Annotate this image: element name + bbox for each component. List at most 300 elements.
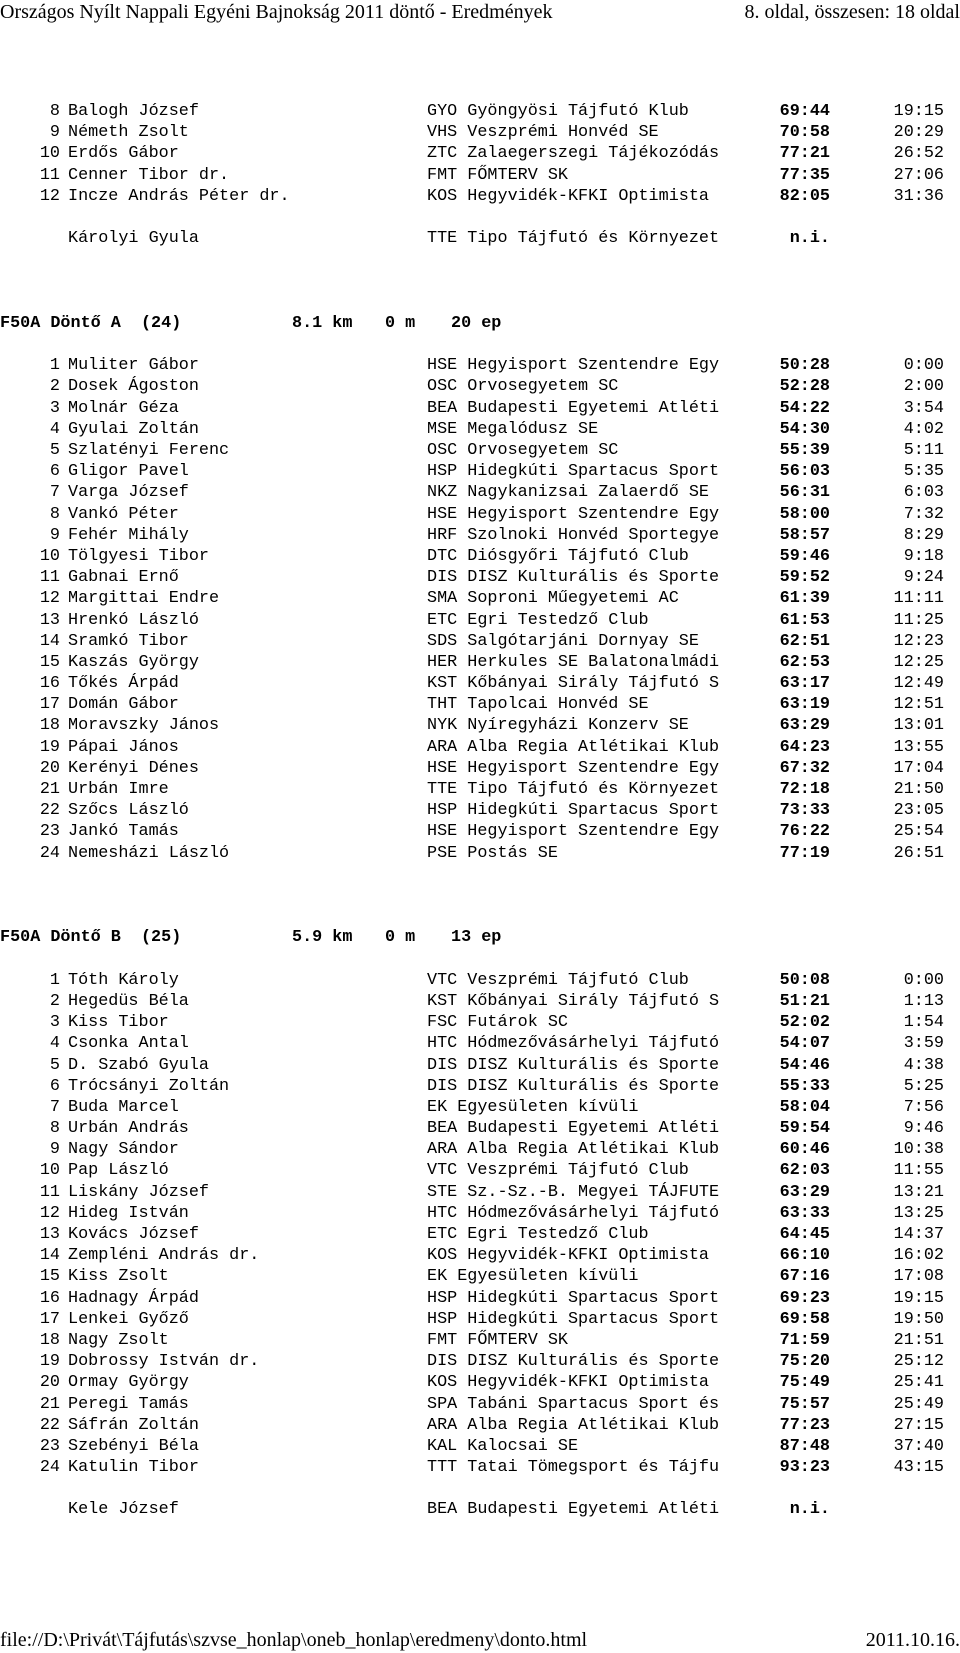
time-behind: 5:11 <box>903 441 944 461</box>
club-name: FMT FŐMTERV SK <box>427 1330 568 1350</box>
finish-time: 59:52 <box>779 568 830 588</box>
time-behind: 5:35 <box>903 462 944 482</box>
competitor-name: Hrenkó László <box>68 610 199 630</box>
rank-cell: 15 <box>39 652 60 672</box>
rank-cell: 11 <box>39 568 60 588</box>
club-name: ETC Egri Testedző Club <box>427 1225 649 1244</box>
finish-time: 51:21 <box>779 991 830 1011</box>
time-behind: 9:24 <box>903 568 944 588</box>
finish-time: 54:46 <box>779 1055 830 1075</box>
finish-time: 54:22 <box>779 398 830 418</box>
time-behind: 13:01 <box>893 716 944 736</box>
result-row <box>0 1457 960 1478</box>
finish-time: 93:23 <box>779 1458 830 1478</box>
competitor-name: Pápai János <box>68 737 179 757</box>
competitor-name: Zempléni András dr. <box>68 1246 260 1266</box>
rank-cell: 23 <box>39 1436 60 1456</box>
time-behind: 19:15 <box>893 102 944 121</box>
competitor-name: Ormay György <box>68 1373 189 1393</box>
competitor-name: Németh Zsolt <box>68 123 189 143</box>
result-block <box>0 249 960 863</box>
rank-cell: 11 <box>39 1182 60 1202</box>
rank-cell: 12 <box>39 186 60 206</box>
time-behind: 6:03 <box>903 483 944 503</box>
results-content <box>0 101 960 1521</box>
rank-cell: 14 <box>39 631 60 651</box>
competitor-name: Szebényi Béla <box>68 1436 199 1456</box>
course-climb: 0 m <box>385 928 416 948</box>
competitor-name: Dobrossy István dr. <box>68 1352 260 1372</box>
result-row <box>0 1118 960 1139</box>
time-behind: 3:54 <box>903 398 944 418</box>
competitor-name: Varga József <box>68 483 189 503</box>
time-behind: 26:52 <box>893 144 944 164</box>
rank-cell: 8 <box>49 504 60 524</box>
result-row <box>0 419 960 440</box>
result-block <box>0 101 960 249</box>
finish-time: 58:04 <box>779 1097 830 1117</box>
competitor-name: Liskány József <box>68 1182 209 1202</box>
competitor-name: Kele József <box>68 1500 179 1520</box>
club-name: PSE Postás SE <box>427 843 558 863</box>
rank-cell: 18 <box>39 716 60 736</box>
result-row <box>0 970 960 991</box>
competitor-name: Erdős Gábor <box>68 144 179 164</box>
rank-cell: 10 <box>39 1161 60 1181</box>
time-behind: 5:25 <box>903 1076 944 1096</box>
result-row <box>0 779 960 800</box>
time-behind: 11:55 <box>893 1161 944 1181</box>
competitor-name: D. Szabó Gyula <box>68 1055 209 1075</box>
time-behind: 20:29 <box>893 123 944 143</box>
club-name: SDS Salgótarjáni Dornyay SE <box>427 631 699 651</box>
finish-time: 69:58 <box>779 1309 830 1329</box>
result-row <box>0 1097 960 1118</box>
finish-time: 77:19 <box>779 843 830 863</box>
rank-cell: 7 <box>49 483 60 503</box>
result-row <box>0 1330 960 1351</box>
rank-cell: 13 <box>39 610 60 630</box>
time-behind: 21:51 <box>893 1330 944 1350</box>
finish-time: 77:23 <box>779 1415 830 1435</box>
club-name: OSC Orvosegyetem SC <box>427 441 619 461</box>
time-behind: 12:25 <box>893 652 944 672</box>
course-climb: 0 m <box>385 313 416 333</box>
result-row <box>0 186 960 207</box>
club-name: DIS DISZ Kulturális és Sporte <box>427 568 720 588</box>
competitor-name: Incze András Péter dr. <box>68 186 290 206</box>
competitor-name: Cenner Tibor dr. <box>68 165 230 185</box>
competitor-name: Dosek Ágoston <box>68 377 199 397</box>
finish-time: 64:45 <box>779 1225 830 1244</box>
finish-time: 58:00 <box>779 504 830 524</box>
finish-time: 60:46 <box>779 1140 830 1160</box>
club-name: ARA Alba Regia Atlétikai Klub <box>427 1415 720 1435</box>
finish-time: 59:54 <box>779 1119 830 1139</box>
finish-time: 76:22 <box>779 822 830 842</box>
competitor-name: Hideg István <box>68 1203 189 1223</box>
finish-time: 52:28 <box>779 377 830 397</box>
club-name: HRF Szolnoki Honvéd Sportegye <box>427 525 720 545</box>
time-behind: 17:04 <box>893 758 944 778</box>
result-row <box>0 1224 960 1245</box>
competitor-name: Tóth Károly <box>68 970 179 990</box>
competitor-name: Nagy Zsolt <box>68 1330 169 1350</box>
rank-cell: 4 <box>49 1034 60 1054</box>
time-behind: 0:00 <box>903 970 944 990</box>
result-row <box>0 1266 960 1287</box>
club-name: HTC Hódmezővásárhelyi Tájfutó <box>427 1034 720 1054</box>
result-row <box>0 1394 960 1415</box>
finish-time: 73:33 <box>779 801 830 821</box>
result-row <box>0 398 960 419</box>
finish-time: 82:05 <box>779 186 830 206</box>
rank-cell: 10 <box>39 144 60 164</box>
result-row <box>0 843 960 864</box>
club-name: STE Sz.-Sz.-B. Megyei TÁJFUTE <box>427 1182 720 1202</box>
document-title: Országos Nyílt Nappali Egyéni Bajnokság 2011 döntő - Eredmények <box>0 1 553 23</box>
club-name: VHS Veszprémi Honvéd SE <box>427 123 659 143</box>
rank-cell: 24 <box>39 1458 60 1478</box>
finish-time: 71:59 <box>779 1330 830 1350</box>
result-row <box>0 1139 960 1160</box>
rank-cell: 22 <box>39 801 60 821</box>
rank-cell: 7 <box>49 1097 60 1117</box>
competitor-name: Domán Gábor <box>68 695 179 715</box>
competitor-name: Sramkó Tibor <box>68 631 189 651</box>
rank-cell: 8 <box>49 1119 60 1139</box>
time-behind: 12:23 <box>893 631 944 651</box>
time-behind: 4:02 <box>903 419 944 439</box>
result-row <box>0 355 960 376</box>
unplaced-row <box>0 1499 960 1520</box>
finish-time: 75:20 <box>779 1352 830 1372</box>
result-row <box>0 800 960 821</box>
competitor-name: Kiss Zsolt <box>68 1267 169 1287</box>
result-block <box>0 864 960 1521</box>
finish-time: 52:02 <box>779 1013 830 1033</box>
time-behind: 0:00 <box>903 356 944 376</box>
time-behind: 7:32 <box>903 504 944 524</box>
file-path: file://D:\Privát\Tájfutás\szvse_honlap\oneb_honlap\eredmeny\donto.html <box>0 1629 588 1651</box>
finish-time: n.i. <box>789 1500 830 1520</box>
rank-cell: 2 <box>49 377 60 397</box>
competitor-name: Kerényi Dénes <box>68 758 199 778</box>
competitor-name: Urbán Imre <box>68 780 169 800</box>
result-row <box>0 1182 960 1203</box>
club-name: KOS Hegyvidék-KFKI Optimista <box>427 1373 709 1393</box>
finish-time: 50:08 <box>779 970 830 990</box>
time-behind: 43:15 <box>893 1458 944 1478</box>
finish-time: 67:32 <box>779 758 830 778</box>
competitor-name: Buda Marcel <box>68 1097 179 1117</box>
club-name: MSE Megalódusz SE <box>427 419 599 439</box>
club-name: DIS DISZ Kulturális és Sporte <box>427 1076 720 1096</box>
club-name: DTC Diósgyőri Tájfutó Club <box>427 546 689 566</box>
competitor-name: Kaszás György <box>68 652 199 672</box>
course-length: 5.9 km <box>292 928 353 948</box>
time-behind: 19:15 <box>893 1288 944 1308</box>
finish-time: n.i. <box>789 229 830 249</box>
result-row <box>0 758 960 779</box>
club-name: HSE Hegyisport Szentendre Egy <box>427 822 720 842</box>
result-row <box>0 610 960 631</box>
club-name: TTE Tipo Tájfutó és Környezet <box>427 780 720 800</box>
result-row <box>0 715 960 736</box>
club-name: OSC Orvosegyetem SC <box>427 377 619 397</box>
time-behind: 25:12 <box>893 1352 944 1372</box>
time-behind: 11:11 <box>893 589 944 609</box>
result-row <box>0 440 960 461</box>
result-row <box>0 376 960 397</box>
spacer <box>0 864 960 928</box>
competitor-name: Margittai Endre <box>68 589 220 609</box>
page-footer <box>0 1628 960 1652</box>
finish-time: 54:07 <box>779 1034 830 1054</box>
time-behind: 1:13 <box>903 991 944 1011</box>
competitor-name: Moravszky János <box>68 716 220 736</box>
club-name: KOS Hegyvidék-KFKI Optimista <box>427 1246 709 1266</box>
club-name: KAL Kalocsai SE <box>427 1436 579 1456</box>
spacer <box>0 334 960 355</box>
spacer <box>0 949 960 970</box>
club-name: DIS DISZ Kulturális és Sporte <box>427 1352 720 1372</box>
competitor-name: Nagy Sándor <box>68 1140 179 1160</box>
rank-cell: 20 <box>39 1373 60 1393</box>
time-behind: 10:38 <box>893 1140 944 1160</box>
category-name: F50A Döntő A (24) <box>0 313 182 333</box>
club-name: HSE Hegyisport Szentendre Egy <box>427 356 720 376</box>
rank-cell: 2 <box>49 991 60 1011</box>
club-name: EK Egyesületen kívüli <box>427 1267 639 1287</box>
club-name: BEA Budapesti Egyetemi Atléti <box>427 1500 720 1520</box>
time-behind: 25:41 <box>893 1373 944 1393</box>
competitor-name: Nemesházi László <box>68 843 230 863</box>
rank-cell: 3 <box>49 1013 60 1033</box>
club-name: BEA Budapesti Egyetemi Atléti <box>427 1119 720 1139</box>
time-behind: 23:05 <box>893 801 944 821</box>
result-row <box>0 482 960 503</box>
club-name: GYO Gyöngyösi Tájfutó Klub <box>427 102 689 121</box>
result-row <box>0 1160 960 1181</box>
spacer <box>0 249 960 313</box>
category-heading <box>0 313 960 334</box>
finish-time: 69:44 <box>779 102 830 121</box>
result-row <box>0 821 960 842</box>
rank-cell: 19 <box>39 1352 60 1372</box>
competitor-name: Csonka Antal <box>68 1034 189 1054</box>
finish-time: 61:53 <box>779 610 830 630</box>
club-name: NKZ Nagykanizsai Zalaerdő SE <box>427 483 709 503</box>
rank-cell: 9 <box>49 1140 60 1160</box>
competitor-name: Szlatényi Ferenc <box>68 441 230 461</box>
rank-cell: 16 <box>39 674 60 694</box>
finish-time: 59:46 <box>779 546 830 566</box>
course-length: 8.1 km <box>292 313 353 333</box>
rank-cell: 10 <box>39 546 60 566</box>
result-row <box>0 143 960 164</box>
competitor-name: Fehér Mihály <box>68 525 189 545</box>
control-count: 13 ep <box>451 928 502 948</box>
finish-time: 55:39 <box>779 441 830 461</box>
rank-cell: 12 <box>39 589 60 609</box>
finish-time: 56:03 <box>779 462 830 482</box>
result-row <box>0 694 960 715</box>
result-row <box>0 546 960 567</box>
competitor-name: Hadnagy Árpád <box>68 1288 199 1308</box>
result-row <box>0 122 960 143</box>
time-behind: 25:49 <box>893 1394 944 1414</box>
finish-time: 62:03 <box>779 1161 830 1181</box>
club-name: NYK Nyíregyházi Konzerv SE <box>427 716 689 736</box>
time-behind: 7:56 <box>903 1097 944 1117</box>
rank-cell: 1 <box>49 356 60 376</box>
time-behind: 21:50 <box>893 780 944 800</box>
result-row <box>0 1288 960 1309</box>
result-row <box>0 1372 960 1393</box>
competitor-name: Tőkés Árpád <box>68 674 179 694</box>
competitor-name: Gligor Pavel <box>68 462 189 482</box>
rank-cell: 1 <box>49 970 60 990</box>
finish-time: 50:28 <box>779 356 830 376</box>
club-name: HSP Hidegkúti Spartacus Sport <box>427 1309 720 1329</box>
rank-cell: 9 <box>49 123 60 143</box>
competitor-name: Gyulai Zoltán <box>68 419 199 439</box>
time-behind: 12:49 <box>893 674 944 694</box>
result-row <box>0 588 960 609</box>
finish-time: 63:17 <box>779 674 830 694</box>
club-name: HSP Hidegkúti Spartacus Sport <box>427 801 720 821</box>
competitor-name: Károlyi Gyula <box>68 229 199 249</box>
club-name: HSP Hidegkúti Spartacus Sport <box>427 462 720 482</box>
club-name: ZTC Zalaegerszegi Tájékozódás <box>427 144 720 164</box>
result-row <box>0 1415 960 1436</box>
competitor-name: Sáfrán Zoltán <box>68 1415 199 1435</box>
page-header <box>0 0 960 24</box>
competitor-name: Szőcs László <box>68 801 189 821</box>
result-row <box>0 1309 960 1330</box>
rank-cell: 21 <box>39 1394 60 1414</box>
rank-cell: 23 <box>39 822 60 842</box>
rank-cell: 17 <box>39 1309 60 1329</box>
time-behind: 1:54 <box>903 1013 944 1033</box>
rank-cell: 4 <box>49 419 60 439</box>
result-row <box>0 1055 960 1076</box>
club-name: KST Kőbányai Sirály Tájfutó S <box>427 674 720 694</box>
club-name: SPA Tabáni Spartacus Sport és <box>427 1394 720 1414</box>
page-counter: 8. oldal, összesen: 18 oldal <box>744 1 960 23</box>
rank-cell: 19 <box>39 737 60 757</box>
finish-time: 66:10 <box>779 1246 830 1266</box>
rank-cell: 6 <box>49 462 60 482</box>
competitor-name: Hegedüs Béla <box>68 991 189 1011</box>
finish-time: 87:48 <box>779 1436 830 1456</box>
competitor-name: Katulin Tibor <box>68 1458 199 1478</box>
competitor-name: Balogh József <box>68 102 199 121</box>
competitor-name: Pap László <box>68 1161 169 1181</box>
time-behind: 17:08 <box>893 1267 944 1287</box>
category-heading <box>0 927 960 948</box>
club-name: TTE Tipo Tájfutó és Környezet <box>427 229 720 249</box>
competitor-name: Vankó Péter <box>68 504 179 524</box>
finish-time: 70:58 <box>779 123 830 143</box>
rank-cell: 9 <box>49 525 60 545</box>
club-name: HTC Hódmezővásárhelyi Tájfutó <box>427 1203 720 1223</box>
competitor-name: Gabnai Ernő <box>68 568 179 588</box>
competitor-name: Kiss Tibor <box>68 1013 169 1033</box>
finish-time: 55:33 <box>779 1076 830 1096</box>
time-behind: 13:25 <box>893 1203 944 1223</box>
time-behind: 9:18 <box>903 546 944 566</box>
club-name: VTC Veszprémi Tájfutó Club <box>427 1161 689 1181</box>
finish-time: 75:49 <box>779 1373 830 1393</box>
rank-cell: 5 <box>49 1055 60 1075</box>
competitor-name: Molnár Géza <box>68 398 179 418</box>
competitor-name: Peregi Tamás <box>68 1394 189 1414</box>
time-behind: 8:29 <box>903 525 944 545</box>
finish-time: 63:19 <box>779 695 830 715</box>
competitor-name: Urbán András <box>68 1119 189 1139</box>
club-name: FMT FŐMTERV SK <box>427 165 568 185</box>
club-name: KST Kőbányai Sirály Tájfutó S <box>427 991 720 1011</box>
category-name: F50A Döntő B (25) <box>0 928 182 948</box>
finish-time: 62:51 <box>779 631 830 651</box>
result-row <box>0 1203 960 1224</box>
finish-time: 61:39 <box>779 589 830 609</box>
finish-time: 67:16 <box>779 1267 830 1287</box>
rank-cell: 8 <box>49 102 60 121</box>
rank-cell: 20 <box>39 758 60 778</box>
competitor-name: Trócsányi Zoltán <box>68 1076 230 1096</box>
finish-time: 63:33 <box>779 1203 830 1223</box>
club-name: EK Egyesületen kívüli <box>427 1097 639 1117</box>
club-name: TTT Tatai Tömegsport és Tájfu <box>427 1458 720 1478</box>
time-behind: 14:37 <box>893 1225 944 1244</box>
club-name: SMA Soproni Műegyetemi AC <box>427 589 679 609</box>
rank-cell: 22 <box>39 1415 60 1435</box>
finish-time: 62:53 <box>779 652 830 672</box>
finish-time: 75:57 <box>779 1394 830 1414</box>
time-behind: 13:21 <box>893 1182 944 1202</box>
rank-cell: 16 <box>39 1288 60 1308</box>
club-name: DIS DISZ Kulturális és Sporte <box>427 1055 720 1075</box>
result-row <box>0 165 960 186</box>
rank-cell: 11 <box>39 165 60 185</box>
club-name: THT Tapolcai Honvéd SE <box>427 695 649 715</box>
result-row <box>0 1076 960 1097</box>
time-behind: 4:38 <box>903 1055 944 1075</box>
rank-cell: 21 <box>39 780 60 800</box>
time-behind: 27:15 <box>893 1415 944 1435</box>
club-name: ARA Alba Regia Atlétikai Klub <box>427 737 720 757</box>
result-row <box>0 1033 960 1054</box>
finish-time: 64:23 <box>779 737 830 757</box>
time-behind: 25:54 <box>893 822 944 842</box>
result-row <box>0 525 960 546</box>
result-row <box>0 1245 960 1266</box>
club-name: HSE Hegyisport Szentendre Egy <box>427 504 720 524</box>
result-row <box>0 1436 960 1457</box>
unplaced-row <box>0 228 960 249</box>
result-row <box>0 461 960 482</box>
rank-cell: 3 <box>49 398 60 418</box>
result-row <box>0 504 960 525</box>
finish-time: 77:21 <box>779 144 830 164</box>
result-row <box>0 567 960 588</box>
time-behind: 2:00 <box>903 377 944 397</box>
club-name: VTC Veszprémi Tájfutó Club <box>427 970 689 990</box>
result-row <box>0 101 960 122</box>
